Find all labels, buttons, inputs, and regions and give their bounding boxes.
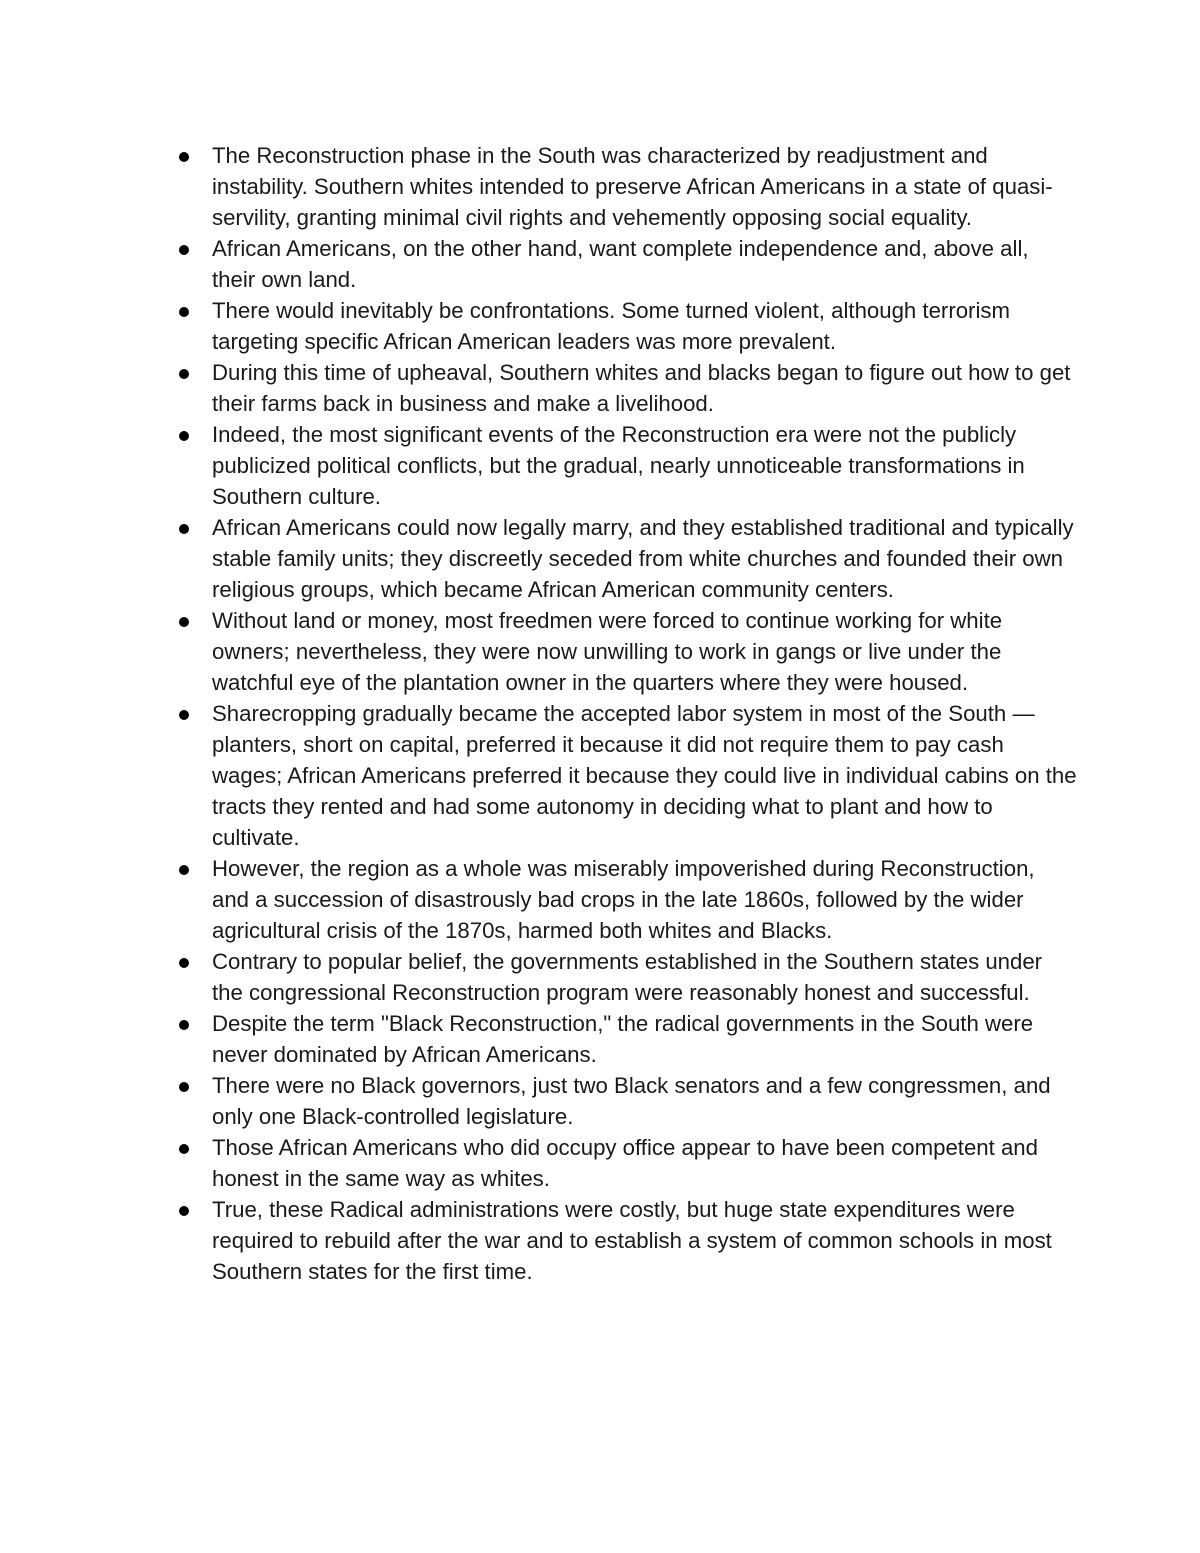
bullet-text: African Americans could now legally marry, and they established traditional and typically stable family units; they discreetly seceded from white churches and founded their own religious groups, which became African American community centers.	[212, 515, 1074, 602]
bullet-text: Despite the term "Black Reconstruction," the radical governments in the South were never dominated by African Americans.	[212, 1011, 1034, 1067]
bullet-text: However, the region as a whole was miserably impoverished during Reconstruction, and a succession of disastrously bad crops in the late 1860s, followed by the wider agricultural crisis of the 1870s, harmed both whites and Blacks.	[212, 856, 1035, 943]
bullet-icon	[179, 617, 189, 627]
bullet-icon	[179, 307, 189, 317]
bullet-icon	[179, 1206, 189, 1216]
bullet-text: There would inevitably be confrontations. Some turned violent, although terrorism targeting specific African American leaders was more prevalent.	[212, 298, 1010, 354]
bullet-text: Indeed, the most significant events of the Reconstruction era were not the publicly publicized political conflicts, but the gradual, nearly unnoticeable transformations in Southern culture.	[212, 422, 1025, 509]
list-item	[177, 357, 1077, 419]
bullet-icon	[179, 710, 189, 720]
bullet-text: Without land or money, most freedmen were forced to continue working for white owners; nevertheless, they were now unwilling to work in gangs or live under the watchful eye of the plantation owner in the quarters where they were housed.	[212, 608, 1003, 695]
list-item	[177, 419, 1077, 512]
list-item	[177, 1070, 1077, 1132]
bullet-icon	[179, 1020, 189, 1030]
bullet-text: There were no Black governors, just two Black senators and a few congressmen, and only one Black-controlled legislature.	[212, 1073, 1051, 1129]
list-item	[177, 1008, 1077, 1070]
bullet-icon	[179, 1144, 189, 1154]
list-item	[177, 512, 1077, 605]
bullet-icon	[179, 245, 189, 255]
list-item	[177, 233, 1077, 295]
list-item	[177, 853, 1077, 946]
bullet-icon	[179, 431, 189, 441]
list-item	[177, 946, 1077, 1008]
bullet-icon	[179, 1082, 189, 1092]
bullet-text: During this time of upheaval, Southern whites and blacks began to figure out how to get their farms back in business and make a livelihood.	[212, 360, 1071, 416]
list-item	[177, 698, 1077, 853]
bullet-text: African Americans, on the other hand, want complete independence and, above all, their own land.	[212, 236, 1029, 292]
list-item	[177, 605, 1077, 698]
list-item	[177, 140, 1077, 233]
bullet-text: Contrary to popular belief, the governments established in the Southern states under the congressional Reconstruction program were reasonably honest and successful.	[212, 949, 1043, 1005]
bullet-list	[177, 140, 1077, 1287]
bullet-text: Sharecropping gradually became the accepted labor system in most of the South —planters, short on capital, preferred it because it did not require them to pay cash wages; African Americans preferred it because they could live in individual cabins on the tracts they rented and had some autonomy in deciding what to plant and how to cultivate.	[212, 701, 1077, 850]
list-item	[177, 1194, 1077, 1287]
bullet-text: True, these Radical administrations were costly, but huge state expenditures were required to rebuild after the war and to establish a system of common schools in most Southern states for the first time.	[212, 1197, 1052, 1284]
bullet-text: The Reconstruction phase in the South was characterized by readjustment and instability. Southern whites intended to preserve African Americans in a state of quasi-servility, granting minimal civil rights and vehemently opposing social equality.	[212, 143, 1053, 230]
bullet-icon	[179, 369, 189, 379]
bullet-text: Those African Americans who did occupy office appear to have been competent and honest in the same way as whites.	[212, 1135, 1038, 1191]
bullet-icon	[179, 152, 189, 162]
bullet-icon	[179, 958, 189, 968]
list-item	[177, 1132, 1077, 1194]
bullet-icon	[179, 524, 189, 534]
list-item	[177, 295, 1077, 357]
bullet-icon	[179, 865, 189, 875]
